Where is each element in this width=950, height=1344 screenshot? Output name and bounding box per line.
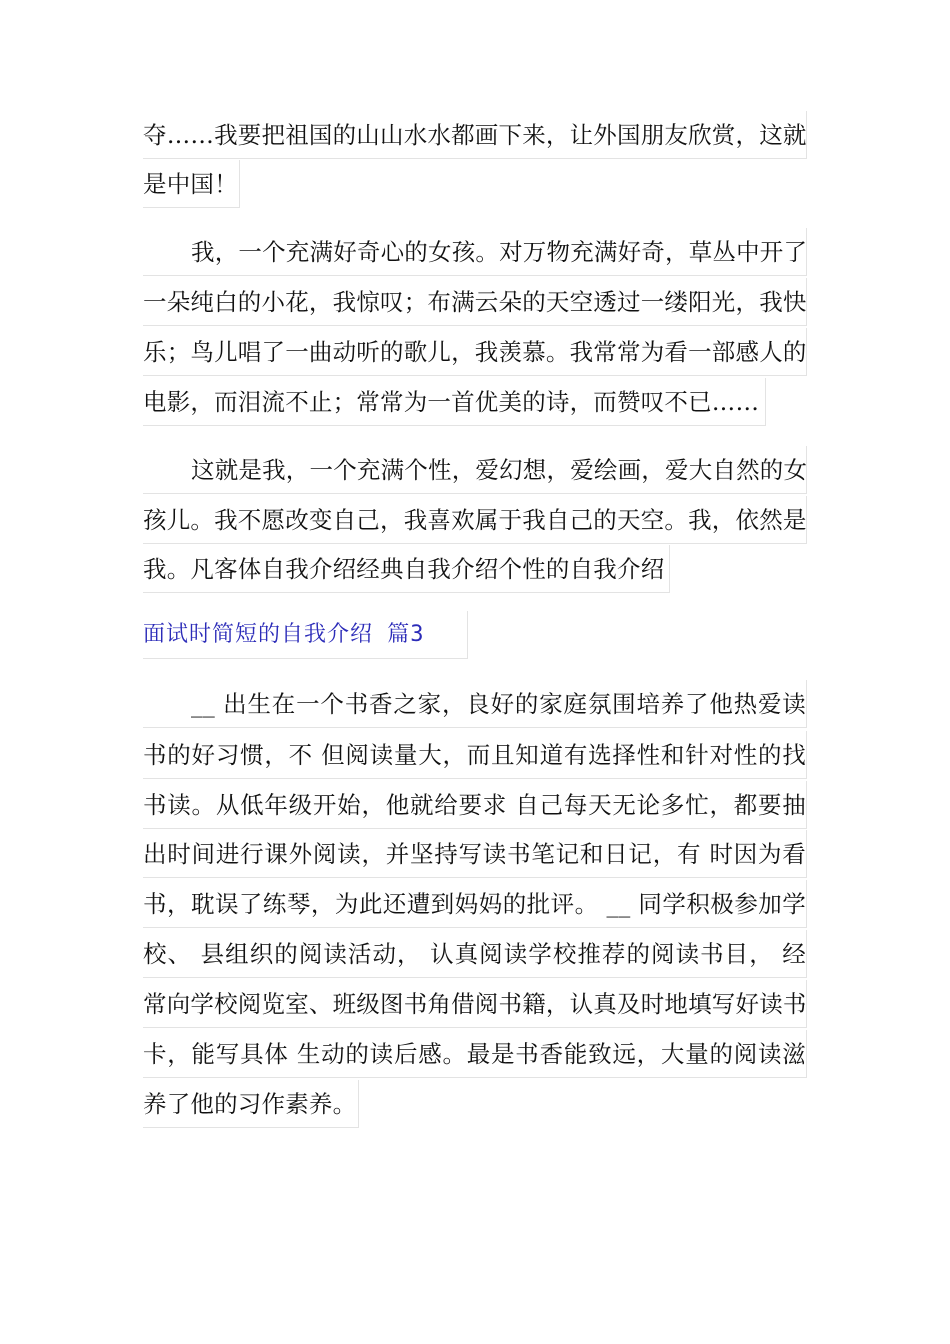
paragraph-4-line-9: 养了他的习作素养。 <box>143 1080 359 1128</box>
paragraph-1-line-1: 夺……我要把祖国的山山水水都画下来，让外国朋友欣赏，这就 <box>143 111 807 159</box>
paragraph-1-line-2: 是中国！ <box>143 160 240 208</box>
paragraph-4-line-8: 卡，能写具体 生动的读后感。最是书香能致远，大量的阅读滋 <box>143 1030 807 1078</box>
paragraph-2-line-4: 电影，而泪流不止；常常为一首优美的诗，而赞叹不已…… <box>143 378 766 426</box>
section-heading: 面试时简短的自我介绍 篇3 <box>143 611 468 659</box>
paragraph-3-line-1: 这就是我，一个充满个性，爱幻想，爱绘画，爱大自然的女 <box>143 446 807 494</box>
paragraph-3-line-2: 孩儿。我不愿改变自己，我喜欢属于我自己的天空。我，依然是 <box>143 496 807 544</box>
paragraph-4-line-4: 出时间进行课外阅读，并坚持写读书笔记和日记，有 时因为看 <box>143 830 807 878</box>
paragraph-4-line-5: 书，耽误了练琴，为此还遭到妈妈的批评。 __ 同学积极参加学 <box>143 880 807 928</box>
paragraph-2-line-2: 一朵纯白的小花，我惊叹；布满云朵的天空透过一缕阳光，我快 <box>143 278 807 326</box>
paragraph-4-line-1: __ 出生在一个书香之家，良好的家庭氛围培养了他热爱读 <box>143 680 807 728</box>
paragraph-4-line-2: 书的好习惯，不 但阅读量大，而且知道有选择性和针对性的找 <box>143 731 807 779</box>
paragraph-4-line-3: 书读。从低年级开始，他就给要求 自己每天无论多忙，都要抽 <box>143 781 807 829</box>
paragraph-2-line-3: 乐；鸟儿唱了一曲动听的歌儿，我羡慕。我常常为看一部感人的 <box>143 328 807 376</box>
paragraph-4-line-7: 常向学校阅览室、班级图书角借阅书籍，认真及时地填写好读书 <box>143 980 807 1028</box>
paragraph-4-line-6: 校、 县组织的阅读活动， 认真阅读学校推荐的阅读书目， 经 <box>143 930 807 978</box>
paragraph-2-line-1: 我，一个充满好奇心的女孩。对万物充满好奇，草丛中开了 <box>143 228 807 276</box>
paragraph-3-line-3: 我。凡客体自我介绍经典自我介绍个性的自我介绍 <box>143 545 670 593</box>
